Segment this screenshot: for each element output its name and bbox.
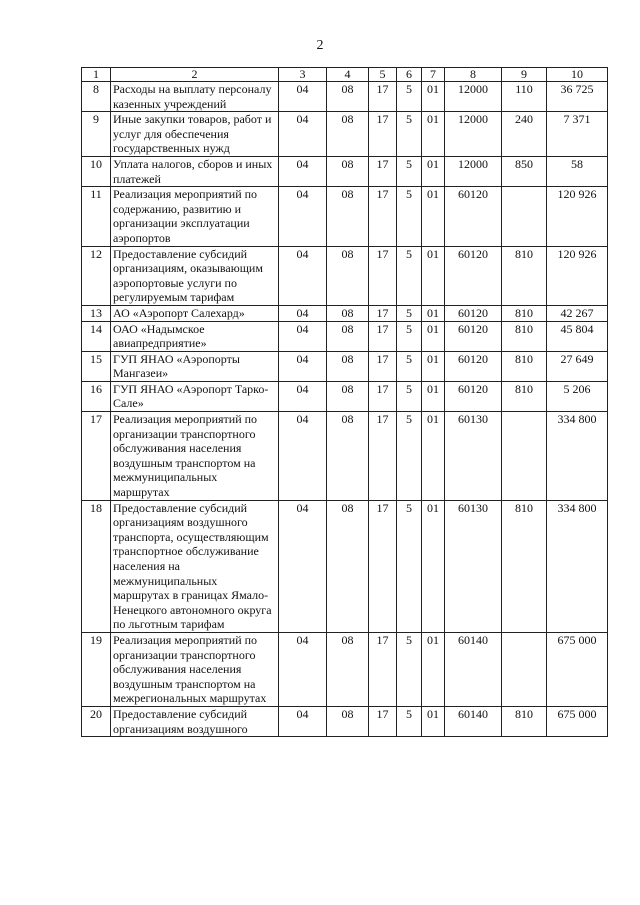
code-direction: 12000 bbox=[445, 112, 502, 157]
amount: 45 804 bbox=[547, 321, 608, 351]
code-event: 01 bbox=[422, 187, 445, 246]
table-row bbox=[82, 246, 608, 305]
column-header: 5 bbox=[369, 68, 397, 82]
code-expense-type: 240 bbox=[502, 112, 547, 157]
code-event: 01 bbox=[422, 351, 445, 381]
row-number: 8 bbox=[82, 82, 111, 112]
code-subprogram: 5 bbox=[397, 412, 422, 501]
code-program: 17 bbox=[369, 321, 397, 351]
code-subprogram: 5 bbox=[397, 632, 422, 706]
code-subsection: 08 bbox=[327, 112, 369, 157]
row-name: Предоставление субсидий организациям воздушного bbox=[111, 706, 279, 736]
code-subprogram: 5 bbox=[397, 351, 422, 381]
code-subprogram: 5 bbox=[397, 305, 422, 321]
row-name: Реализация мероприятий по содержанию, развитию и организации эксплуатации аэропортов bbox=[111, 187, 279, 246]
code-event: 01 bbox=[422, 632, 445, 706]
row-name: Уплата налогов, сборов и иных платежей bbox=[111, 156, 279, 186]
amount: 7 371 bbox=[547, 112, 608, 157]
column-header: 7 bbox=[422, 68, 445, 82]
code-section: 04 bbox=[279, 82, 327, 112]
code-section: 04 bbox=[279, 381, 327, 411]
code-subprogram: 5 bbox=[397, 706, 422, 736]
code-direction: 60140 bbox=[445, 706, 502, 736]
code-subsection: 08 bbox=[327, 305, 369, 321]
column-header: 10 bbox=[547, 68, 608, 82]
code-event: 01 bbox=[422, 500, 445, 632]
code-program: 17 bbox=[369, 187, 397, 246]
table-row bbox=[82, 156, 608, 186]
code-subprogram: 5 bbox=[397, 112, 422, 157]
amount: 675 000 bbox=[547, 706, 608, 736]
row-name: Иные закупки товаров, работ и услуг для обеспечения государственных нужд bbox=[111, 112, 279, 157]
table-row bbox=[82, 351, 608, 381]
row-number: 13 bbox=[82, 305, 111, 321]
code-section: 04 bbox=[279, 246, 327, 305]
code-subsection: 08 bbox=[327, 706, 369, 736]
column-header: 6 bbox=[397, 68, 422, 82]
code-direction: 60140 bbox=[445, 632, 502, 706]
code-section: 04 bbox=[279, 321, 327, 351]
code-section: 04 bbox=[279, 187, 327, 246]
code-section: 04 bbox=[279, 305, 327, 321]
code-direction: 60120 bbox=[445, 246, 502, 305]
code-expense-type bbox=[502, 632, 547, 706]
row-name: ГУП ЯНАО «Аэропорт Тарко-Сале» bbox=[111, 381, 279, 411]
code-expense-type: 810 bbox=[502, 246, 547, 305]
code-section: 04 bbox=[279, 351, 327, 381]
code-expense-type: 810 bbox=[502, 706, 547, 736]
code-direction: 60120 bbox=[445, 187, 502, 246]
amount: 36 725 bbox=[547, 82, 608, 112]
code-subsection: 08 bbox=[327, 156, 369, 186]
row-number: 9 bbox=[82, 112, 111, 157]
code-event: 01 bbox=[422, 706, 445, 736]
code-program: 17 bbox=[369, 632, 397, 706]
code-event: 01 bbox=[422, 112, 445, 157]
code-expense-type bbox=[502, 187, 547, 246]
amount: 675 000 bbox=[547, 632, 608, 706]
amount: 5 206 bbox=[547, 381, 608, 411]
code-event: 01 bbox=[422, 82, 445, 112]
code-event: 01 bbox=[422, 381, 445, 411]
table-row bbox=[82, 706, 608, 736]
row-name: Предоставление субсидий организациям воздушного транспорта, осуществляющим транспортное обслуживание населения на межмуниципальных маршрутах в границах Ямало-Ненецкого автономного округа по льготным тарифам bbox=[111, 500, 279, 632]
page-number: 2 bbox=[316, 38, 324, 53]
code-section: 04 bbox=[279, 632, 327, 706]
code-section: 04 bbox=[279, 500, 327, 632]
column-header: 9 bbox=[502, 68, 547, 82]
budget-table bbox=[81, 67, 608, 737]
code-subsection: 08 bbox=[327, 412, 369, 501]
code-subprogram: 5 bbox=[397, 82, 422, 112]
row-name: Реализация мероприятий по организации транспортного обслуживания населения воздушным транспортом на межрегиональных маршрутах bbox=[111, 632, 279, 706]
code-direction: 12000 bbox=[445, 82, 502, 112]
code-direction: 60130 bbox=[445, 412, 502, 501]
column-header: 3 bbox=[279, 68, 327, 82]
amount: 58 bbox=[547, 156, 608, 186]
table-row bbox=[82, 412, 608, 501]
amount: 334 800 bbox=[547, 500, 608, 632]
table-row bbox=[82, 500, 608, 632]
row-number: 15 bbox=[82, 351, 111, 381]
code-program: 17 bbox=[369, 351, 397, 381]
table-row bbox=[82, 82, 608, 112]
code-program: 17 bbox=[369, 246, 397, 305]
code-section: 04 bbox=[279, 112, 327, 157]
column-header: 4 bbox=[327, 68, 369, 82]
code-program: 17 bbox=[369, 706, 397, 736]
table-row bbox=[82, 381, 608, 411]
code-section: 04 bbox=[279, 412, 327, 501]
code-program: 17 bbox=[369, 82, 397, 112]
code-expense-type: 810 bbox=[502, 305, 547, 321]
table-header-row bbox=[82, 68, 608, 82]
row-number: 19 bbox=[82, 632, 111, 706]
code-direction: 60120 bbox=[445, 381, 502, 411]
amount: 120 926 bbox=[547, 187, 608, 246]
code-expense-type: 850 bbox=[502, 156, 547, 186]
code-expense-type: 110 bbox=[502, 82, 547, 112]
code-event: 01 bbox=[422, 246, 445, 305]
code-expense-type bbox=[502, 412, 547, 501]
code-direction: 12000 bbox=[445, 156, 502, 186]
table-row bbox=[82, 187, 608, 246]
code-subprogram: 5 bbox=[397, 246, 422, 305]
code-subsection: 08 bbox=[327, 381, 369, 411]
amount: 27 649 bbox=[547, 351, 608, 381]
code-program: 17 bbox=[369, 500, 397, 632]
column-header: 2 bbox=[111, 68, 279, 82]
code-direction: 60120 bbox=[445, 351, 502, 381]
table-row bbox=[82, 305, 608, 321]
row-number: 14 bbox=[82, 321, 111, 351]
code-program: 17 bbox=[369, 112, 397, 157]
amount: 334 800 bbox=[547, 412, 608, 501]
amount: 42 267 bbox=[547, 305, 608, 321]
row-number: 20 bbox=[82, 706, 111, 736]
code-subsection: 08 bbox=[327, 246, 369, 305]
code-section: 04 bbox=[279, 706, 327, 736]
code-subprogram: 5 bbox=[397, 500, 422, 632]
row-number: 10 bbox=[82, 156, 111, 186]
code-subsection: 08 bbox=[327, 321, 369, 351]
code-direction: 60120 bbox=[445, 321, 502, 351]
code-event: 01 bbox=[422, 412, 445, 501]
code-event: 01 bbox=[422, 321, 445, 351]
column-header: 1 bbox=[82, 68, 111, 82]
code-subprogram: 5 bbox=[397, 321, 422, 351]
code-section: 04 bbox=[279, 156, 327, 186]
row-name: Расходы на выплату персоналу казенных учреждений bbox=[111, 82, 279, 112]
code-subsection: 08 bbox=[327, 632, 369, 706]
code-subsection: 08 bbox=[327, 351, 369, 381]
code-program: 17 bbox=[369, 305, 397, 321]
code-subprogram: 5 bbox=[397, 381, 422, 411]
row-name: АО «Аэропорт Салехард» bbox=[111, 305, 279, 321]
row-number: 16 bbox=[82, 381, 111, 411]
row-name: ОАО «Надымское авиапредприятие» bbox=[111, 321, 279, 351]
code-event: 01 bbox=[422, 156, 445, 186]
code-expense-type: 810 bbox=[502, 351, 547, 381]
code-direction: 60130 bbox=[445, 500, 502, 632]
row-number: 18 bbox=[82, 500, 111, 632]
code-program: 17 bbox=[369, 381, 397, 411]
code-subsection: 08 bbox=[327, 187, 369, 246]
row-number: 17 bbox=[82, 412, 111, 501]
code-subprogram: 5 bbox=[397, 187, 422, 246]
code-subsection: 08 bbox=[327, 82, 369, 112]
code-program: 17 bbox=[369, 156, 397, 186]
row-name: ГУП ЯНАО «Аэропорты Мангазеи» bbox=[111, 351, 279, 381]
row-number: 12 bbox=[82, 246, 111, 305]
table-row bbox=[82, 112, 608, 157]
code-event: 01 bbox=[422, 305, 445, 321]
code-direction: 60120 bbox=[445, 305, 502, 321]
code-subsection: 08 bbox=[327, 500, 369, 632]
table-row bbox=[82, 632, 608, 706]
code-subprogram: 5 bbox=[397, 156, 422, 186]
column-header: 8 bbox=[445, 68, 502, 82]
code-expense-type: 810 bbox=[502, 381, 547, 411]
amount: 120 926 bbox=[547, 246, 608, 305]
row-name: Предоставление субсидий организациям, оказывающим аэропортовые услуги по регулируемым тарифам bbox=[111, 246, 279, 305]
row-name: Реализация мероприятий по организации транспортного обслуживания населения воздушным транспортом на межмуниципальных маршрутах bbox=[111, 412, 279, 501]
code-expense-type: 810 bbox=[502, 500, 547, 632]
row-number: 11 bbox=[82, 187, 111, 246]
code-program: 17 bbox=[369, 412, 397, 501]
table-row bbox=[82, 321, 608, 351]
code-expense-type: 810 bbox=[502, 321, 547, 351]
